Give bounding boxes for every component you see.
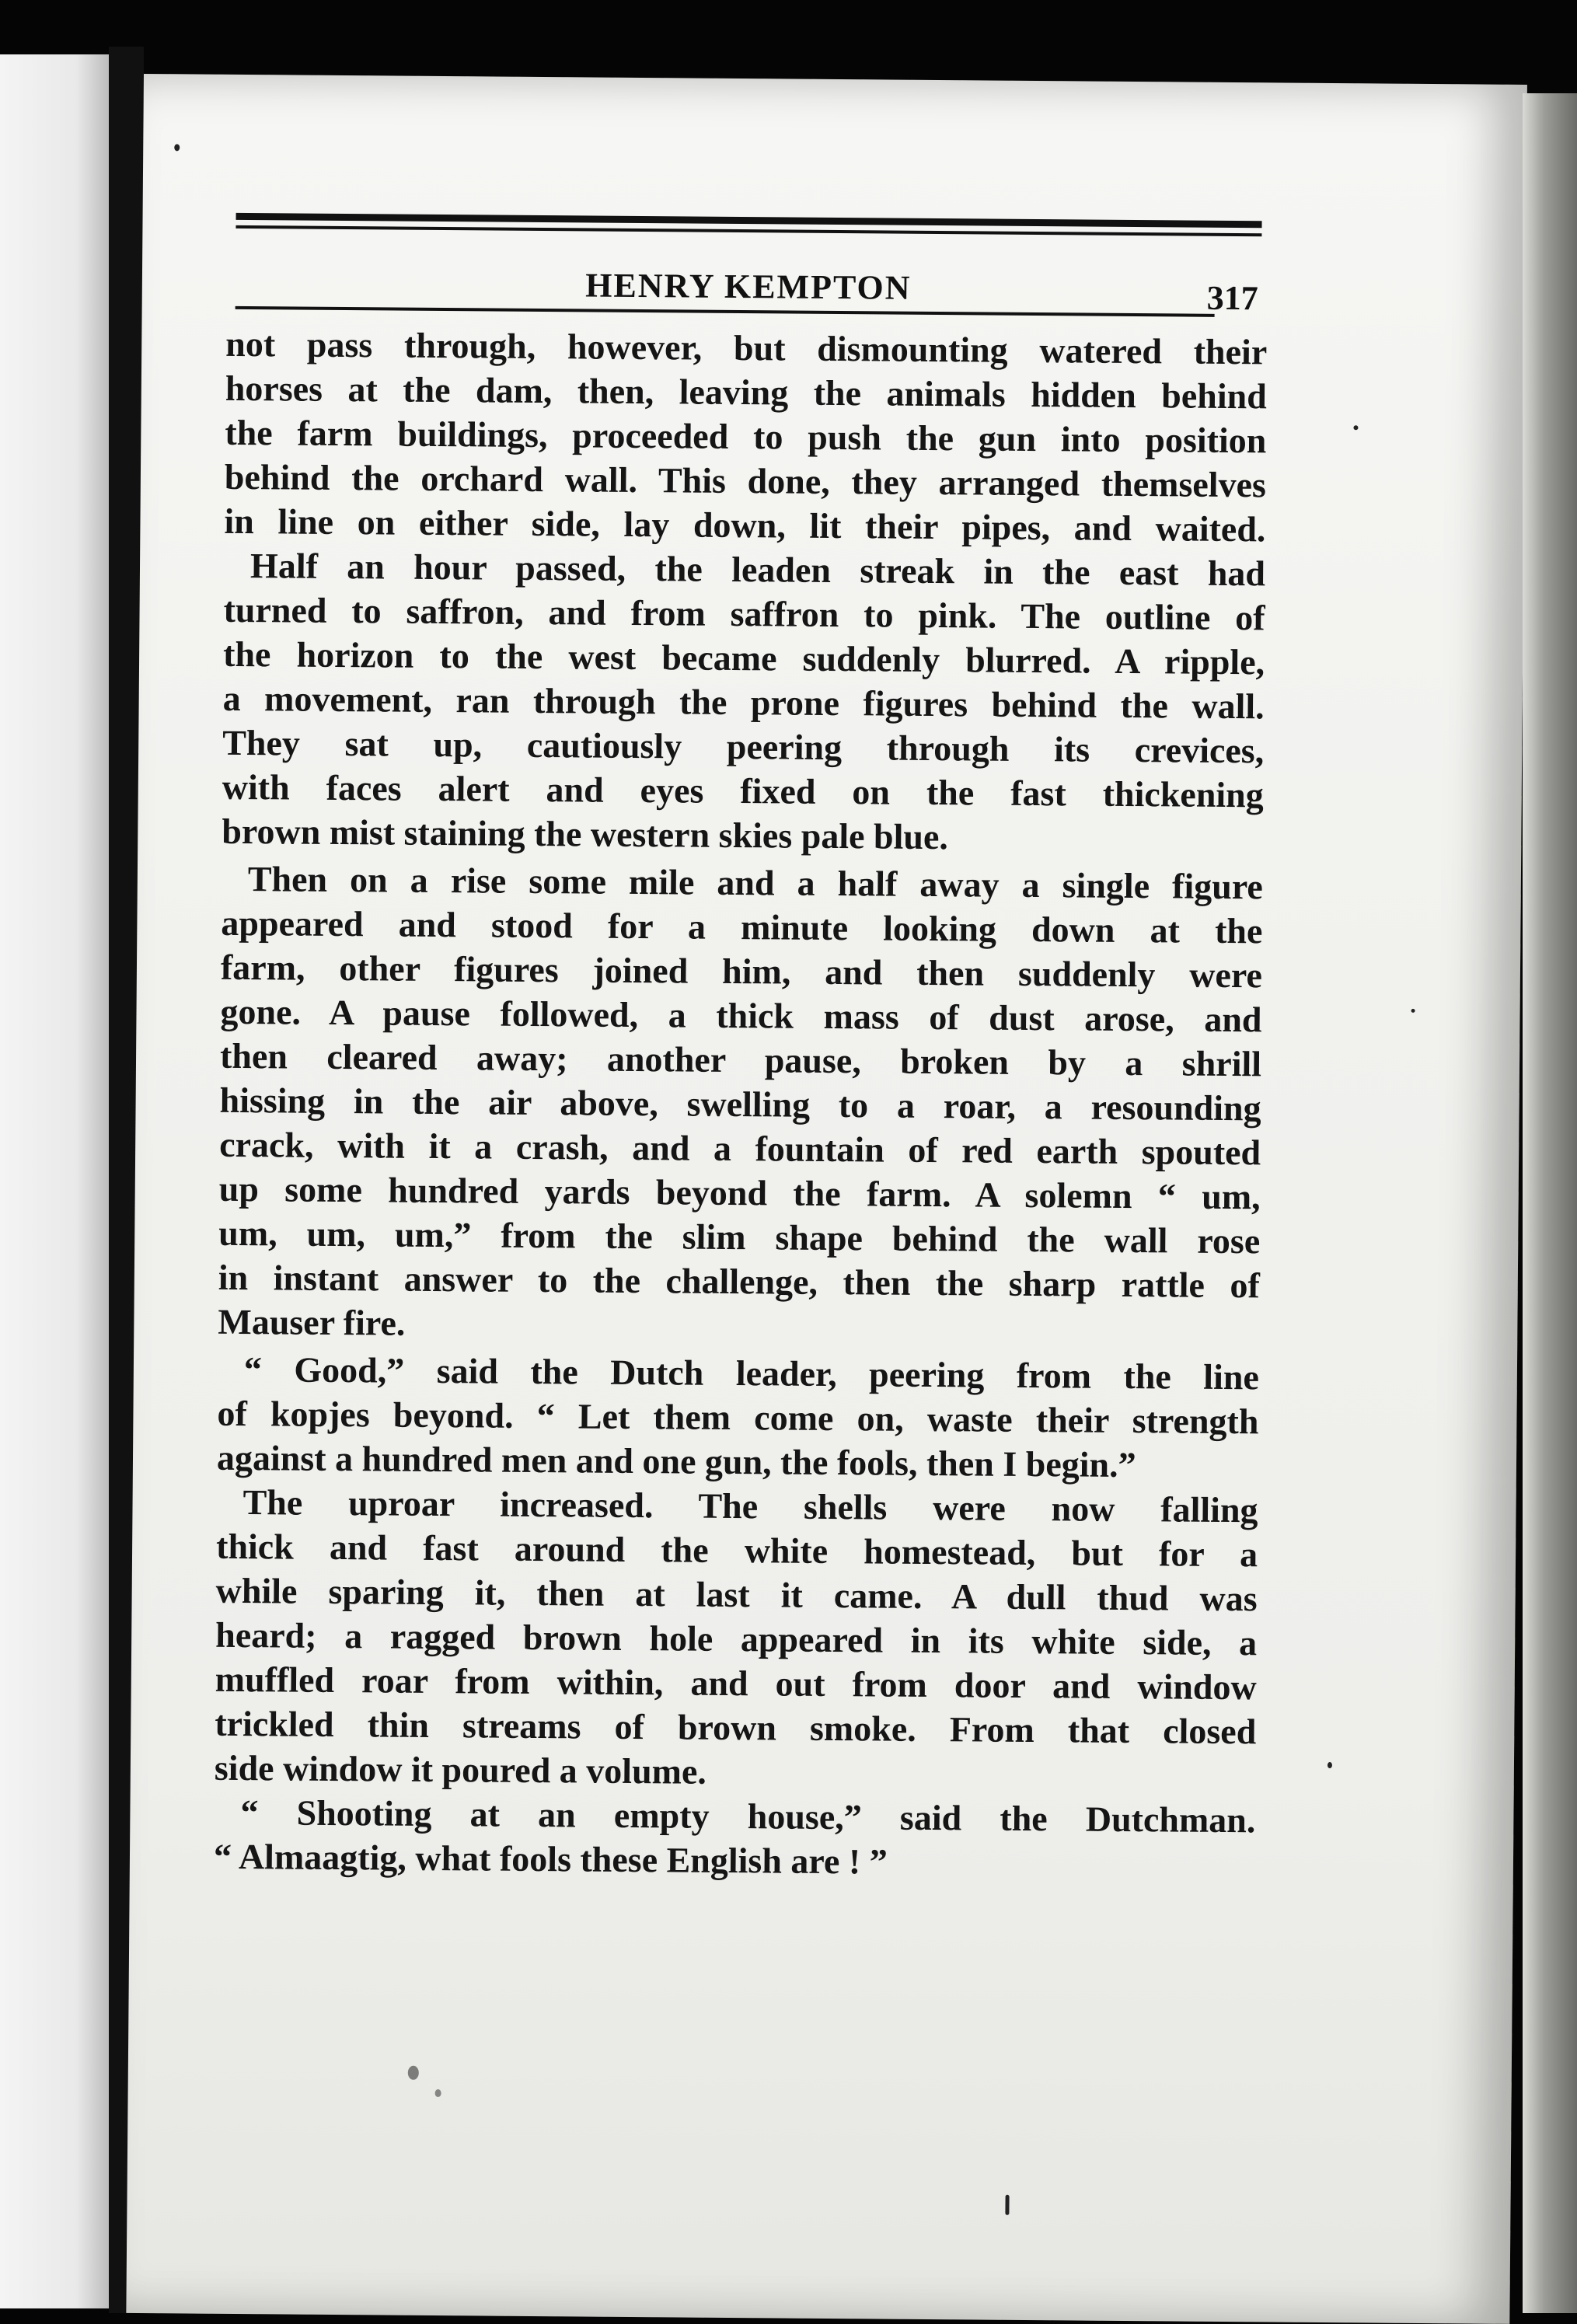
paragraph [215,1480,1258,1799]
text-line: Then on a rise some mile and a half away a single figure [247,859,1264,907]
running-head: HENRY KEMPTON [585,266,912,307]
text-line: with faces alert and eyes fixed on the fast thickening [222,766,1264,815]
print-specks [144,74,1527,85]
text-line: heard; a ragged brown hole appeared in its white side, a [215,1614,1258,1663]
page-fore-edge [1523,93,1577,2313]
top-rule-thin [236,225,1261,236]
text-line: turned to saffron, and from saffron to pink. The outline of [223,589,1265,638]
text-line: the horizon to the west became suddenly blurred. A ripple, [222,633,1265,682]
text-line: “ Shooting at an empty house,” said the Dutchman. [240,1792,1256,1841]
text-line: hissing in the air above, swelling to a roar, a resounding [219,1080,1261,1129]
text-line: They sat up, cautiously peering through its crevices, [222,722,1265,771]
text-line: in instant answer to the challenge, then the sharp rattle of [218,1257,1261,1306]
top-rule-thick [236,213,1262,228]
book-page [126,74,1527,2324]
text-line: while sparing it, then at last it came. A dull thud was [215,1570,1258,1619]
text-line: Mauser fire. [218,1301,406,1343]
text-line: thick and fast around the white homestead, but for a [215,1526,1258,1575]
text-line: trickled thin streams of brown smoke. From that closed [215,1703,1257,1752]
text-line: muffled roar from within, and out from door and window [215,1659,1257,1708]
adjacent-page-edge [0,54,109,2308]
text-line: horses at the dam, then, leaving the animals hidden behind [225,368,1267,417]
text-line: side window it poured a volume. [214,1747,707,1792]
text-line: not pass through, however, but dismounting watered their [225,323,1268,372]
page-number: 317 [1206,278,1258,318]
text-line: “ Good,” said the Dutch leader, peering from the line [243,1349,1260,1398]
text-line: gone. A pause followed, a thick mass of dust arose, and [220,991,1262,1040]
text-line: um, um, um,” from the slim shape behind the wall rose [218,1213,1261,1261]
text-line: behind the orchard wall. This done, they arranged themselves [224,456,1267,505]
text-line: The uproar increased. The shells were now falling [242,1482,1258,1530]
text-line: “ Almaagtig, what fools these English are ! ” [213,1836,888,1882]
text-line: a movement, ran through the prone figures behind the wall. [222,678,1265,727]
paragraph [217,1347,1259,1488]
paragraph [218,857,1263,1352]
body-text [214,322,1268,1886]
text-line: then cleared away; another pause, broken by a shrill [219,1035,1262,1084]
text-line: up some hundred yards beyond the farm. A solemn “ um, [218,1168,1261,1217]
paragraph [224,322,1267,552]
text-line: Half an hour passed, the leaden streak in the east had [249,546,1266,594]
text-line: the farm buildings, proceeded to push the gun into position [225,412,1267,461]
text-line: farm, other figures joined him, and then suddenly were [220,947,1263,996]
paragraph [214,1790,1256,1887]
text-line: crack, with it a crash, and a fountain of red earth spouted [218,1124,1261,1173]
text-line: in line on either side, lay down, lit their pipes, and waited. [224,501,1266,550]
text-line: appeared and stood for a minute looking down at the [221,902,1263,951]
text-line: brown mist staining the western skies pale blue. [222,811,949,857]
text-line: of kopjes beyond. “ Let them come on, waste their strength [217,1393,1259,1442]
paragraph [222,543,1265,862]
text-line: against a hundred men and one gun, the fools, then I begin.” [216,1437,1136,1485]
